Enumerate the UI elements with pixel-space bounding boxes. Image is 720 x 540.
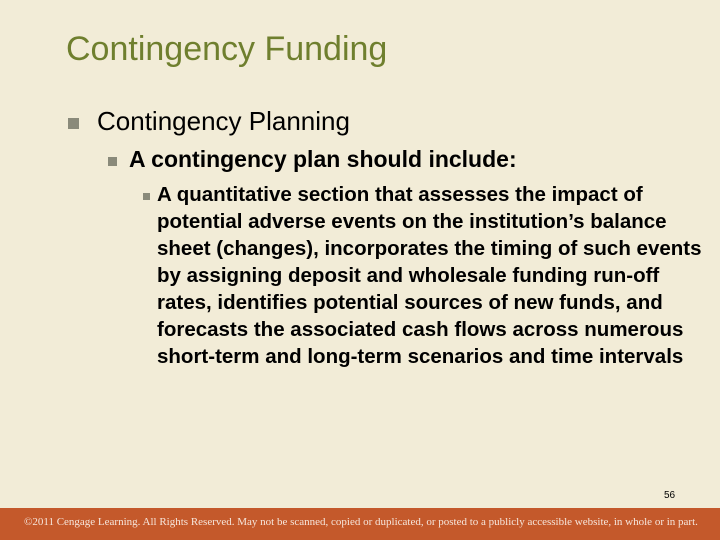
bullet-level3: [143, 181, 702, 370]
footer-bar: [0, 508, 720, 540]
page-number: 56: [664, 490, 676, 501]
bullet-level1: [68, 106, 350, 137]
bullet-level2-text: A contingency plan should include:: [129, 146, 517, 172]
square-bullet-icon: [68, 118, 79, 129]
slide-title: Contingency Funding: [66, 30, 388, 68]
copyright-notice: ©2011 Cengage Learning. All Rights Reserved. May not be scanned, copied or duplicated, or posted to a publicly accessible website, in whole or in part.: [24, 516, 698, 528]
square-bullet-icon: [143, 193, 150, 200]
bullet-level3-text: A quantitative section that assesses the impact of potential adverse events on the institution’s balance sheet (changes), incorporates the timing of such events by assigning deposit and wholesale funding run-off rates, identifies potential sources of new funds, and forecasts the associated cash flows across numerous short-term and long-term scenarios and time intervals: [157, 183, 702, 368]
square-bullet-icon: [108, 157, 117, 166]
bullet-level1-text: Contingency Planning: [97, 106, 350, 136]
bullet-level2: [108, 146, 517, 173]
